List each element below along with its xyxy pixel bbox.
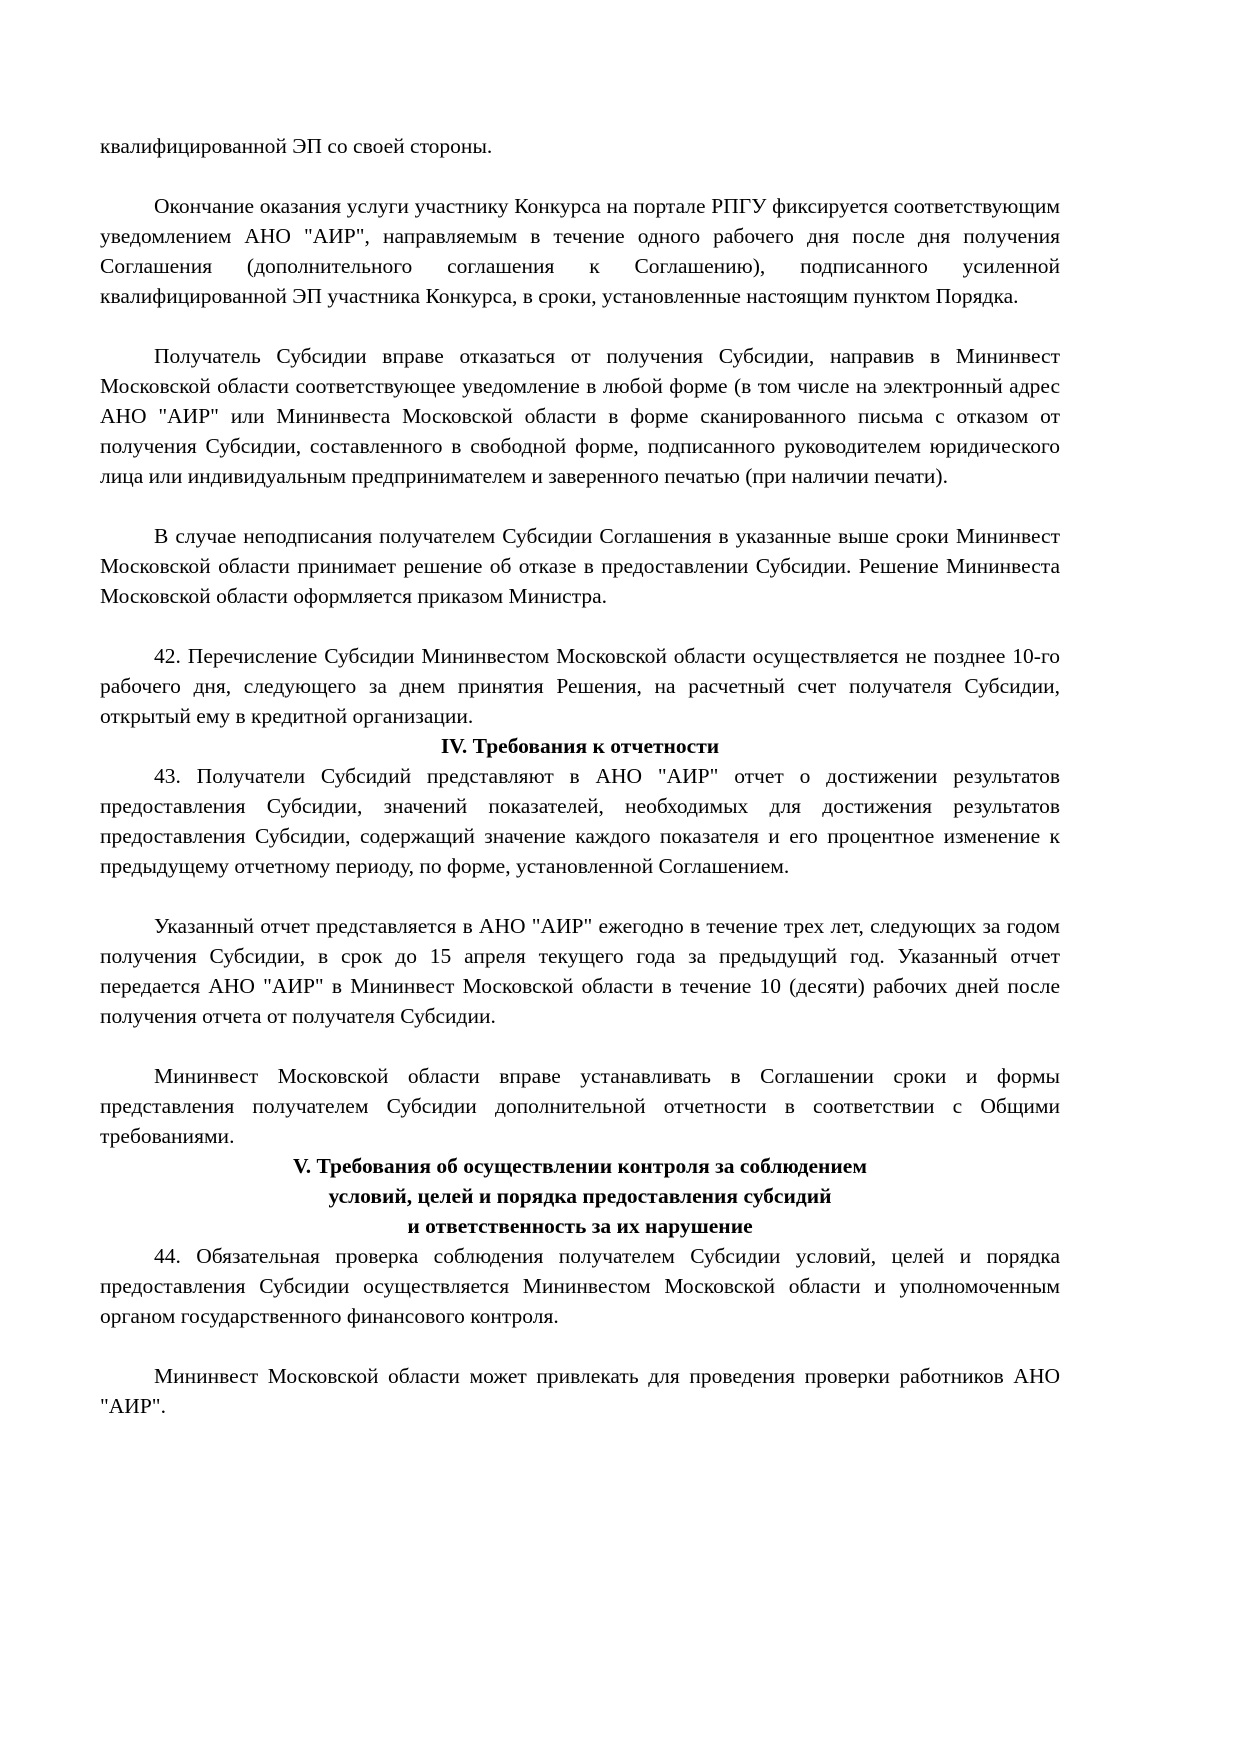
paragraph-item-44: 44. Обязательная проверка соблюдения получателем Субсидии условий, целей и порядка предоставления Субсидии осуществляется Мининвестом Московской области и уполномоченным органом государственного финансового контроля.: [100, 1244, 1060, 1328]
paragraph-poluchatel-subsidii: Получатель Субсидии вправе отказаться от получения Субсидии, направив в Мининвест Московской области соответствующее уведомление в любой форме (в том числе на электронный адрес АНО "АИР" или Мининвеста Московской области в форме сканированного письма с отказом от получения Субсидии, составленного в свободной форме, подписанного руководителем юридического лица или индивидуальным предпринимателем и заверенного печатью (при наличии печати).: [100, 344, 1060, 488]
section-heading-v-line-3: и ответственность за их нарушение: [407, 1214, 753, 1238]
paragraph-v-sluchae-nepodpisaniya: В случае неподписания получателем Субсидии Соглашения в указанные выше сроки Мининвест Московской области принимает решение об отказе в предоставлении Субсидии. Решение Мининвеста Московской области оформляется приказом Министра.: [100, 524, 1060, 608]
section-heading-iv: [100, 731, 1060, 761]
paragraph-privlekat-rabotnikov: Мининвест Московской области может привлекать для проведения проверки работников АНО "АИР".: [100, 1364, 1060, 1418]
paragraph-okonchanie: Окончание оказания услуги участнику Конкурса на портале РПГУ фиксируется соответствующим уведомлением АНО "АИР", направляемым в течение одного рабочего дня после дня получения Соглашения (дополнительного соглашения к Соглашению), подписанного усиленной квалифицированной ЭП участника Конкурса, в сроки, установленные настоящим пунктом Порядка.: [100, 194, 1060, 308]
paragraph-continuation: квалифицированной ЭП со своей стороны.: [100, 134, 493, 158]
section-heading-v-line-1: V. Требования об осуществлении контроля за соблюдением: [293, 1154, 867, 1178]
section-heading-v-line-2: условий, целей и порядка предоставления субсидий: [328, 1184, 832, 1208]
section-heading-v: [100, 1151, 1060, 1241]
section-heading-iv-line-1: IV. Требования к отчетности: [440, 734, 720, 758]
paragraph-item-43: 43. Получатели Субсидий представляют в АНО "АИР" отчет о достижении результатов предоставления Субсидии, значений показателей, необходимых для достижения результатов предоставления Субсидии, содержащий значение каждого показателя и его процентное изменение к предыдущему отчетному периоду, по форме, установленной Соглашением.: [100, 764, 1060, 878]
paragraph-item-42: 42. Перечисление Субсидии Мининвестом Московской области осуществляется не позднее 10-го рабочего дня, следующего за днем принятия Решения, на расчетный счет получателя Субсидии, открытый ему в кредитной организации.: [100, 644, 1060, 728]
paragraph-mininvest-vprave: Мининвест Московской области вправе устанавливать в Соглашении сроки и формы представления получателем Субсидии дополнительной отчетности в соответствии с Общими требованиями.: [100, 1064, 1060, 1148]
paragraph-ukazannyi-otchet: Указанный отчет представляется в АНО "АИР" ежегодно в течение трех лет, следующих за годом получения Субсидии, в срок до 15 апреля текущего года за предыдущий год. Указанный отчет передается АНО "АИР" в Мининвест Московской области в течение 10 (десяти) рабочих дней после получения отчета от получателя Субсидии.: [100, 914, 1060, 1028]
document-body: [100, 131, 1060, 1421]
